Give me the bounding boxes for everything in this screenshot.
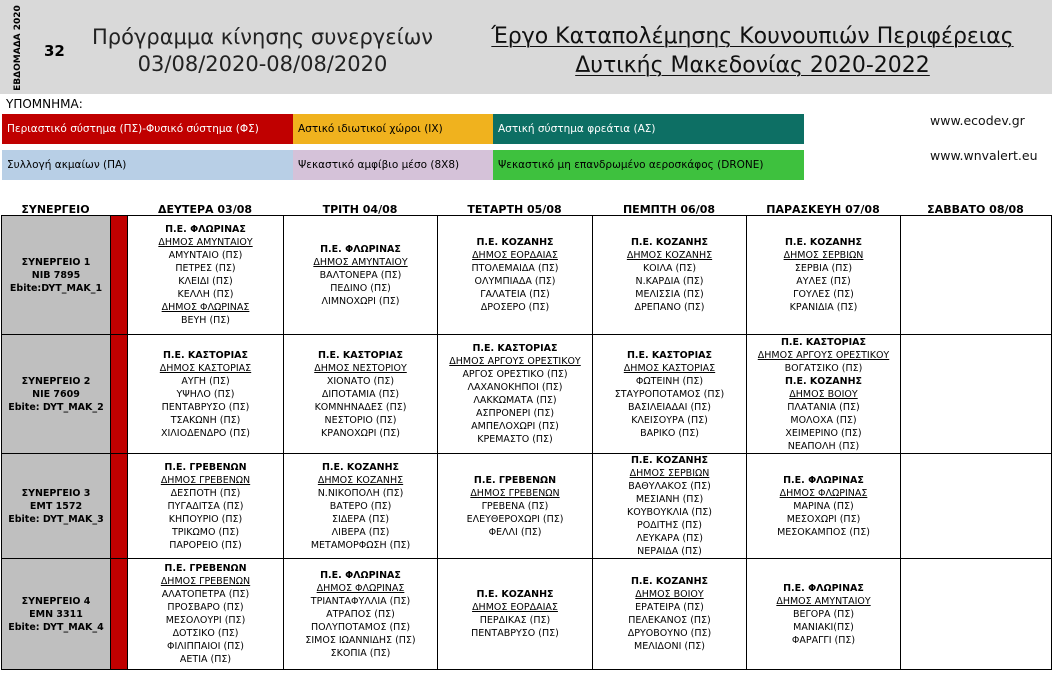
location: ΧΕΙΜΕΡΙΝΟ (ΠΣ) <box>785 427 862 439</box>
location: ΛΕΥΚΑΡΑ (ΠΣ) <box>636 533 703 544</box>
location: ΦΑΡΑΓΓΙ (ΠΣ) <box>791 634 856 646</box>
header-banner <box>0 0 1052 94</box>
location: Ν.ΝΙΚΟΠΟΛΗ (ΠΣ) <box>317 487 404 499</box>
municipality: ΔΗΜΟΣ ΦΛΩΡΙΝΑΣ <box>161 302 250 313</box>
schedule-cell <box>901 559 1052 670</box>
schedule-cell <box>128 559 284 670</box>
column-header-friday: ΠΑΡΑΣΚΕΥΗ 07/08 <box>766 203 880 216</box>
location: ΜΕΛΙΔΟΝΙ (ΠΣ) <box>634 641 705 652</box>
location: ΠΛΑΤΑΝΙΑ (ΠΣ) <box>787 401 860 413</box>
schedule-cell <box>901 335 1052 454</box>
schedule-cell <box>593 216 747 335</box>
column-header-monday: ΔΕΥΤΕΡΑ 03/08 <box>157 203 253 216</box>
location: ΜΕΣΙΑΝΗ (ΠΣ) <box>635 494 704 505</box>
project-title-line1: Έργο Καταπολέμησης Κουνουπιών Περιφέρειας <box>491 24 1014 49</box>
municipality: ΔΗΜΟΣ ΓΡΕΒΕΝΩΝ <box>160 576 251 587</box>
location: ΔΡΥΟΒΟΥΝΟ (ΠΣ) <box>627 628 712 639</box>
regional-unit: Π.Ε. ΚΟΖΑΝΗΣ <box>476 237 554 248</box>
location: ΜΟΛΟΧΑ (ΠΣ) <box>790 414 857 426</box>
municipality: ΔΗΜΟΣ ΚΑΣΤΟΡΙΑΣ <box>623 362 716 374</box>
location: ΒΟΓΑΤΣΙΚΟ (ΠΣ) <box>784 362 863 374</box>
regional-unit: Π.Ε. ΚΟΖΑΝΗΣ <box>630 576 709 587</box>
location: ΝΕΣΤΟΡΙΟ (ΠΣ) <box>324 414 397 426</box>
location: ΓΟΥΛΕΣ (ΠΣ) <box>793 289 854 300</box>
location: ΟΛΥΜΠΙΑΔΑ (ΠΣ) <box>474 276 556 287</box>
crew-name: ΣΥΝΕΡΓΕΙΟ 2 <box>21 375 91 387</box>
location: ΠΕΝΤΑΒΡΥΣΟ (ΠΣ) <box>471 628 559 639</box>
program-title <box>90 24 435 78</box>
legend-item-syllogi-akmaion <box>2 150 293 180</box>
location: ΦΙΛΙΠΠΑΙΟΙ (ΠΣ) <box>166 641 245 652</box>
legend-item-text: Συλλογή ακμαίων (ΠΑ) <box>7 159 127 171</box>
crew-row <box>2 216 1052 335</box>
location: ΣΚΟΠΙΑ (ΠΣ) <box>330 647 391 659</box>
municipality: ΔΗΜΟΣ ΑΜΥΝΤΑΙΟΥ <box>158 237 253 248</box>
regional-unit: Π.Ε. ΦΛΩΡΙΝΑΣ <box>165 224 246 235</box>
municipality: ΔΗΜΟΣ ΕΟΡΔΑΙΑΣ <box>472 602 558 613</box>
location: ΡΟΔΙΤΗΣ (ΠΣ) <box>636 520 703 531</box>
location: ΒΕΓΟΡΑ (ΠΣ) <box>792 608 855 620</box>
schedule-cell <box>747 454 901 559</box>
schedule-cell <box>438 559 593 670</box>
category-color-bar <box>111 216 128 335</box>
location: ΜΕΣΟΚΑΜΠΟΣ (ΠΣ) <box>777 526 870 538</box>
location: ΔΡΕΠΑΝΟ (ΠΣ) <box>634 302 705 313</box>
location: ΜΑΡΙΝΑ (ΠΣ) <box>793 500 854 512</box>
regional-unit: Π.Ε. ΚΑΣΤΟΡΙΑΣ <box>472 343 558 354</box>
municipality: ΔΗΜΟΣ ΦΛΩΡΙΝΑΣ <box>779 487 868 499</box>
regional-unit: Π.Ε. ΚΟΖΑΝΗΣ <box>784 237 863 248</box>
municipality: ΔΗΜΟΣ ΣΕΡΒΙΩΝ <box>629 468 710 479</box>
location: ΚΟΜΝΗΝΑΔΕΣ (ΠΣ) <box>314 401 407 413</box>
municipality: ΔΗΜΟΣ ΚΟΖΑΝΗΣ <box>626 250 713 261</box>
crew-plate: ΕΜΤ 1572 <box>29 500 83 512</box>
column-header-saturday: ΣΑΒΒΑΤΟ 08/08 <box>927 203 1024 216</box>
location: ΚΗΠΟΥΡΙΟ (ΠΣ) <box>168 513 243 525</box>
location: ΠΕΤΡΕΣ (ΠΣ) <box>175 263 236 274</box>
location: ΠΥΓΑΔΙΤΣΑ (ΠΣ) <box>167 500 244 512</box>
location: ΕΡΑΤΕΙΡΑ (ΠΣ) <box>635 602 704 613</box>
location: ΑΜΠΕΛΟΧΩΡΙ (ΠΣ) <box>471 421 559 432</box>
schedule-cell <box>128 454 284 559</box>
location: ΚΡΑΝΙΔΙΑ (ΠΣ) <box>789 302 858 313</box>
location: ΒΑΣΙΛΕΙΑΔΑΙ (ΠΣ) <box>628 401 711 413</box>
location: ΝΕΡΑΙΔΑ (ΠΣ) <box>637 546 702 557</box>
regional-unit: Π.Ε. ΚΟΖΑΝΗΣ <box>630 237 709 248</box>
crew-code: Ebite: DYT_MAK_3 <box>8 513 104 525</box>
crew-plate: ΝΙΕ 7609 <box>32 388 80 400</box>
legend-item-text: Ψεκαστικό αμφίβιο μέσο (8Χ8) <box>298 159 460 171</box>
location: ΜΕΤΑΜΟΡΦΩΣΗ (ΠΣ) <box>310 539 411 551</box>
crew-cell <box>2 559 111 670</box>
crew-cell <box>2 216 111 335</box>
category-color-bar <box>111 559 128 670</box>
column-header-crew: ΣΥΝΕΡΓΕΙΟ <box>21 203 90 216</box>
regional-unit: Π.Ε. ΚΟΖΑΝΗΣ <box>476 589 554 600</box>
regional-unit: Π.Ε. ΓΡΕΒΕΝΩΝ <box>164 461 247 473</box>
location: ΣΙΔΕΡΑ (ΠΣ) <box>331 513 390 525</box>
site-link-ecodev[interactable]: www.ecodev.gr <box>930 113 1025 128</box>
municipality: ΔΗΜΟΣ ΚΟΖΑΝΗΣ <box>317 474 404 486</box>
municipality: ΔΗΜΟΣ ΚΑΣΤΟΡΙΑΣ <box>159 362 252 374</box>
schedule-cell <box>593 559 747 670</box>
municipality: ΔΗΜΟΣ ΒΟΙΟΥ <box>635 589 704 600</box>
location: ΑΣΠΡΟΝΕΡΙ (ΠΣ) <box>475 408 555 419</box>
program-dates: 03/08/2020-08/08/2020 <box>137 52 388 76</box>
municipality: ΔΗΜΟΣ ΑΜΥΝΤΑΙΟΥ <box>313 256 408 268</box>
location: ΒΑΛΤΟΝΕΡΑ (ΠΣ) <box>319 269 402 281</box>
location: ΠΕΔΙΝΟ (ΠΣ) <box>330 282 391 294</box>
column-header-thursday: ΠΕΜΠΤΗ 06/08 <box>622 203 716 216</box>
municipality: ΔΗΜΟΣ ΓΡΕΒΕΝΩΝ <box>470 487 560 499</box>
municipality: ΔΗΜΟΣ ΑΡΓΟΥΣ ΟΡΕΣΤΙΚΟΥ <box>449 356 581 367</box>
schedule-cell <box>593 335 747 454</box>
location: ΛΙΜΝΟΧΩΡΙ (ΠΣ) <box>321 295 400 307</box>
crew-name: ΣΥΝΕΡΓΕΙΟ 1 <box>21 256 91 268</box>
crew-plate: ΕΜΝ 3311 <box>29 608 83 620</box>
location: ΠΕΝΤΑΒΡΥΣΟ (ΠΣ) <box>161 401 250 413</box>
location: ΦΩΤΕΙΝΗ (ΠΣ) <box>635 375 704 387</box>
program-title-text: Πρόγραμμα κίνησης συνεργείων <box>91 25 434 49</box>
location: ΧΙΛΙΟΔΕΝΔΡΟ (ΠΣ) <box>161 427 250 439</box>
regional-unit: Π.Ε. ΦΛΩΡΙΝΑΣ <box>783 582 864 594</box>
schedule-cell <box>747 216 901 335</box>
location: ΚΕΛΛΗ (ΠΣ) <box>177 289 234 300</box>
legend-item-text: Αστικό ιδιωτικοί χώροι (ΙΧ) <box>298 123 443 135</box>
crew-cell <box>2 335 111 454</box>
location: ΠΕΡΔΙΚΑΣ (ΠΣ) <box>479 615 551 626</box>
schedule-cell <box>128 335 284 454</box>
location: ΛΑΧΑΝΟΚΗΠΟΙ (ΠΣ) <box>467 382 563 393</box>
schedule-cell <box>901 216 1052 335</box>
location: ΜΕΣΟΛΟΥΡΙ (ΠΣ) <box>165 615 246 626</box>
schedule-cell <box>284 454 438 559</box>
location: ΚΡΑΝΟΧΩΡΙ (ΠΣ) <box>321 427 400 439</box>
legend-item-freatia <box>493 114 804 144</box>
location: ΝΕΑΠΟΛΗ (ΠΣ) <box>787 440 860 452</box>
location: ΛΙΒΕΡΑ (ΠΣ) <box>331 526 390 538</box>
location: ΑΕΤΙΑ (ΠΣ) <box>179 654 232 665</box>
location: ΑΛΑΤΟΠΕΤΡΑ (ΠΣ) <box>161 589 250 600</box>
municipality: ΔΗΜΟΣ ΑΜΥΝΤΑΙΟΥ <box>776 595 871 607</box>
location: ΜΑΝΙΑΚΙ(ΠΣ) <box>793 621 854 633</box>
crew-plate: ΝΙΒ 7895 <box>31 269 81 281</box>
schedule-cell <box>438 216 593 335</box>
location: ΚΛΕΙΣΟΥΡΑ (ΠΣ) <box>631 414 708 426</box>
regional-unit: Π.Ε. ΦΛΩΡΙΝΑΣ <box>320 243 401 255</box>
location: ΛΑΚΚΩΜΑΤΑ (ΠΣ) <box>473 395 557 406</box>
municipality: ΔΗΜΟΣ ΦΛΩΡΙΝΑΣ <box>316 582 405 594</box>
crew-name: ΣΥΝΕΡΓΕΙΟ 4 <box>21 595 91 607</box>
regional-unit: Π.Ε. ΚΟΖΑΝΗΣ <box>630 455 709 466</box>
crew-code: Ebite:DYT_MAK_1 <box>9 282 103 294</box>
location: ΠΤΟΛΕΜΑΙΔΑ (ΠΣ) <box>471 263 559 274</box>
location: ΣΤΑΥΡΟΠΟΤΑΜΟΣ (ΠΣ) <box>614 388 725 400</box>
regional-unit: Π.Ε. ΚΟΖΑΝΗΣ <box>321 461 400 473</box>
schedule-cell <box>901 454 1052 559</box>
crew-row <box>2 559 1052 670</box>
legend-item-text: Αστική σύστημα φρεάτια (ΑΣ) <box>498 123 656 135</box>
schedule-cell <box>438 335 593 454</box>
crew-row <box>2 335 1052 454</box>
location: ΠΟΛΥΠΟΤΑΜΟΣ (ΠΣ) <box>310 621 411 633</box>
legend-item-drone <box>493 150 804 180</box>
location: ΤΡΙΑΝΤΑΦΥΛΛΙΑ (ΠΣ) <box>310 595 411 607</box>
column-header-tuesday: ΤΡΙΤΗ 04/08 <box>322 203 398 216</box>
location: ΕΛΕΥΘΕΡΟΧΩΡΙ (ΠΣ) <box>466 513 564 525</box>
location: ΑΥΓΗ (ΠΣ) <box>181 375 230 387</box>
location: ΚΛΕΙΔΙ (ΠΣ) <box>178 276 233 287</box>
location: ΦΕΛΛΙ (ΠΣ) <box>488 526 542 538</box>
location: ΧΙΟΝΑΤΟ (ΠΣ) <box>326 375 395 387</box>
schedule-cell <box>284 559 438 670</box>
regional-unit: Π.Ε. ΓΡΕΒΕΝΩΝ <box>473 474 557 486</box>
regional-unit: Π.Ε. ΚΟΖΑΝΗΣ <box>784 375 863 387</box>
municipality: ΔΗΜΟΣ ΕΟΡΔΑΙΑΣ <box>472 250 558 261</box>
location: Ν.ΚΑΡΔΙΑ (ΠΣ) <box>635 276 704 287</box>
legend-item-amfibio <box>293 150 493 180</box>
regional-unit: Π.Ε. ΚΑΣΤΟΡΙΑΣ <box>317 349 404 361</box>
location: ΠΑΡΟΡΕΙΟ (ΠΣ) <box>169 539 242 551</box>
location: ΒΑΤΕΡΟ (ΠΣ) <box>329 500 392 512</box>
category-color-bar <box>111 454 128 559</box>
regional-unit: Π.Ε. ΦΛΩΡΙΝΑΣ <box>320 569 401 581</box>
schedule-cell <box>284 335 438 454</box>
location: ΓΡΕΒΕΝΑ (ΠΣ) <box>481 500 549 512</box>
location: ΑΤΡΑΠΟΣ (ΠΣ) <box>326 608 395 620</box>
location: ΑΜΥΝΤΑΙΟ (ΠΣ) <box>168 250 243 261</box>
regional-unit: Π.Ε. ΓΡΕΒΕΝΩΝ <box>164 563 247 574</box>
location: ΣΙΜΟΣ ΙΩΑΝΝΙΔΗΣ (ΠΣ) <box>305 634 416 646</box>
crew-row <box>2 454 1052 559</box>
crew-name: ΣΥΝΕΡΓΕΙΟ 3 <box>21 487 91 499</box>
regional-unit: Π.Ε. ΚΑΣΤΟΡΙΑΣ <box>626 349 713 361</box>
municipality: ΔΗΜΟΣ ΣΕΡΒΙΩΝ <box>783 250 864 261</box>
regional-unit: Π.Ε. ΚΑΣΤΟΡΙΑΣ <box>780 336 867 348</box>
legend-label: ΥΠΟΜΝΗΜΑ: <box>6 97 83 111</box>
location: ΚΟΥΒΟΥΚΛΙΑ (ΠΣ) <box>627 507 712 518</box>
crew-code: Ebite: DYT_MAK_2 <box>8 401 104 413</box>
column-header-wednesday: ΤΕΤΑΡΤΗ 05/08 <box>467 203 562 216</box>
location: ΜΕΛΙΣΣΙΑ (ΠΣ) <box>635 289 704 300</box>
category-color-bar <box>111 335 128 454</box>
municipality: ΔΗΜΟΣ ΓΡΕΒΕΝΩΝ <box>160 474 251 486</box>
legend-item-idiotikoi-xoroi <box>293 114 493 144</box>
location: ΚΡΕΜΑΣΤΟ (ΠΣ) <box>477 434 553 445</box>
week-label <box>2 5 34 91</box>
municipality: ΔΗΜΟΣ ΑΡΓΟΥΣ ΟΡΕΣΤΙΚΟΥ <box>757 349 890 361</box>
location: ΑΥΛΕΣ (ΠΣ) <box>796 276 851 287</box>
location: ΤΡΙΚΩΜΟ (ΠΣ) <box>171 526 240 538</box>
schedule-cell <box>747 335 901 454</box>
location: ΒΕΥΗ (ΠΣ) <box>180 315 231 326</box>
schedule-cell <box>438 454 593 559</box>
location: ΠΕΛΕΚΑΝΟΣ (ΠΣ) <box>628 615 711 626</box>
regional-unit: Π.Ε. ΚΑΣΤΟΡΙΑΣ <box>162 349 249 361</box>
location: ΣΕΡΒΙΑ (ΠΣ) <box>794 263 853 274</box>
schedule-table <box>1 215 1052 670</box>
location: ΒΑΘΥΛΑΚΟΣ (ΠΣ) <box>628 481 711 492</box>
schedule-cell <box>747 559 901 670</box>
project-title <box>480 22 1025 80</box>
location: ΔΡΟΣΕΡΟ (ΠΣ) <box>480 302 550 313</box>
project-title-line2: Δυτικής Μακεδονίας 2020-2022 <box>575 53 930 78</box>
location: ΠΡΟΣΒΑΡΟ (ΠΣ) <box>167 602 244 613</box>
week-number: 32 <box>44 42 65 60</box>
location: ΒΑΡΙΚΟ (ΠΣ) <box>640 427 699 439</box>
municipality: ΔΗΜΟΣ ΒΟΙΟΥ <box>789 388 858 400</box>
crew-cell <box>2 454 111 559</box>
schedule-cell <box>284 216 438 335</box>
location: ΚΟΙΛΑ (ΠΣ) <box>642 263 697 274</box>
schedule-cell <box>593 454 747 559</box>
location: ΔΙΠΟΤΑΜΙΑ (ΠΣ) <box>321 388 400 400</box>
location: ΥΨΗΛΟ (ΠΣ) <box>176 388 235 400</box>
site-link-wnvalert[interactable]: www.wnvalert.eu <box>930 148 1038 163</box>
location: ΜΕΣΟΧΩΡΙ (ΠΣ) <box>786 513 861 525</box>
regional-unit: Π.Ε. ΦΛΩΡΙΝΑΣ <box>783 474 864 486</box>
legend-item-text: Περιαστικό σύστημα (ΠΣ)-Φυσικό σύστημα (ΦΣ) <box>7 123 259 135</box>
municipality: ΔΗΜΟΣ ΝΕΣΤΟΡΙΟΥ <box>314 362 407 374</box>
schedule-cell <box>128 216 284 335</box>
location: ΔΟΤΣΙΚΟ (ΠΣ) <box>172 628 239 639</box>
legend-item-text: Ψεκαστικό μη επανδρωμένο αεροσκάφος (DRONE) <box>498 159 764 171</box>
week-label-text: ΕΒΔΟΜΑΔΑ 2020 <box>13 5 23 91</box>
location: ΓΑΛΑΤΕΙΑ (ΠΣ) <box>480 289 550 300</box>
crew-code: Ebite: DYT_MAK_4 <box>8 621 104 633</box>
legend-item-periastiko <box>2 114 293 144</box>
location: ΑΡΓΟΣ ΟΡΕΣΤΙΚΟ (ΠΣ) <box>462 369 568 380</box>
location: ΤΣΑΚΩΝΗ (ΠΣ) <box>170 414 241 426</box>
location: ΔΕΣΠΟΤΗ (ΠΣ) <box>170 487 241 499</box>
